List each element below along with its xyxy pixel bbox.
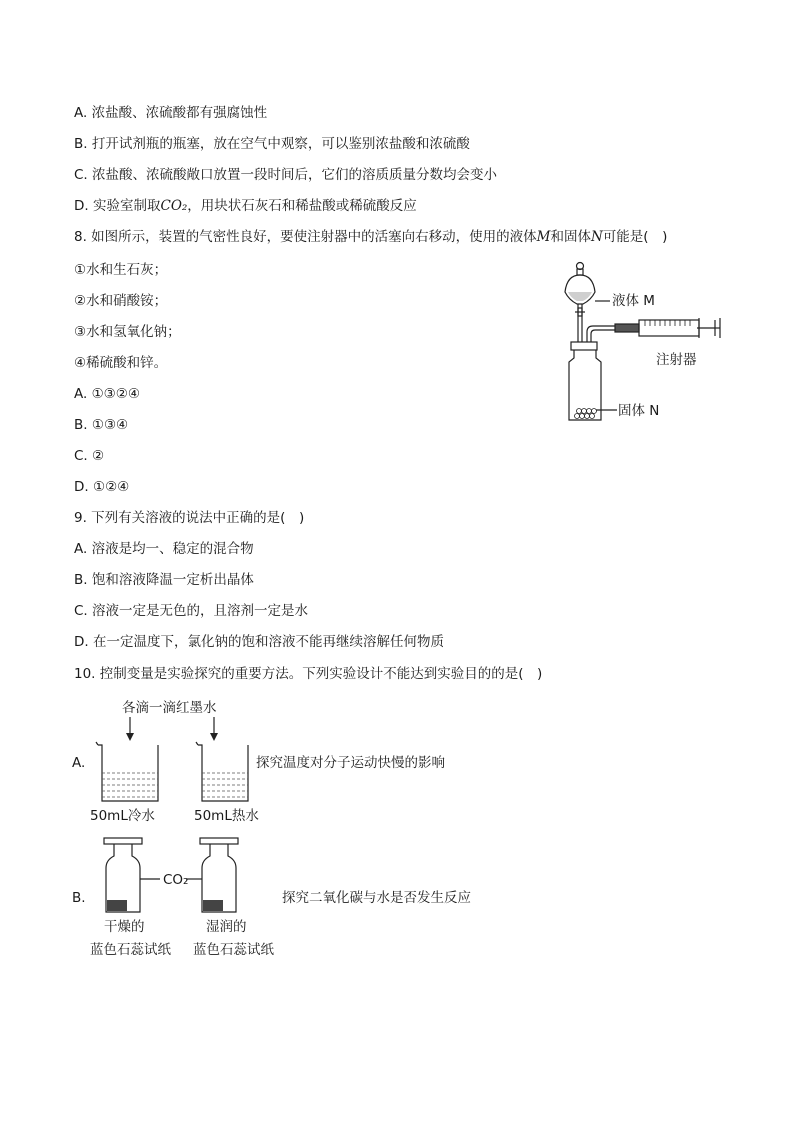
q8-label-syringe: 注射器 xyxy=(656,352,697,368)
q8-item-4: ④稀硫酸和锌。 xyxy=(74,355,168,371)
q8-stem-prefix: 8. 如图所示，装置的气密性良好，要使注射器中的活塞向右移动，使用的液体 xyxy=(74,229,537,245)
q8-var-m: M xyxy=(536,229,551,245)
q8-option-a: A. ①③②④ xyxy=(74,386,140,402)
q7-option-a: A. 浓盐酸、浓硫酸都有强腐蚀性 xyxy=(74,105,268,121)
q8-option-b: B. ①③④ xyxy=(74,417,129,433)
q8-item-3: ③水和氢氧化钠； xyxy=(74,324,181,340)
q10b-bottle2-line1: 湿润的 xyxy=(206,919,247,935)
q9-option-a: A. 溶液是均一、稳定的混合物 xyxy=(74,541,254,557)
q10b-bottle1-line2: 蓝色石蕊试纸 xyxy=(90,942,171,958)
q10b-gas-label: CO₂ xyxy=(163,872,189,888)
q10a-purpose: 探究温度对分子运动快慢的影响 xyxy=(256,755,445,771)
q8-stem-middle: 和固体 xyxy=(550,229,591,245)
q10b-purpose: 探究二氧化碳与水是否发生反应 xyxy=(282,890,471,906)
q9-option-c: C. 溶液一定是无色的，且溶剂一定是水 xyxy=(74,603,309,619)
q8-stem-suffix: 可能是( ) xyxy=(602,229,668,245)
q9-option-d: D. 在一定温度下，氯化钠的饱和溶液不能再继续溶解任何物质 xyxy=(74,634,444,650)
q8-item-2: ②水和硝酸铵； xyxy=(74,293,168,309)
q8-option-d: D. ①②④ xyxy=(74,479,130,495)
q8-label-solid: 固体 N xyxy=(618,403,660,419)
q10-stem: 10. 控制变量是实验探究的重要方法。下列实验设计不能达到实验目的的是( ) xyxy=(74,666,543,682)
q9-option-b: B. 饱和溶液降温一定析出晶体 xyxy=(74,572,254,588)
q8-item-1: ①水和生石灰； xyxy=(74,262,168,278)
q7-option-c: C. 浓盐酸、浓硫酸敞口放置一段时间后，它们的溶质质量分数均会变小 xyxy=(74,167,498,183)
q7-option-d-prefix: D. 实验室制取 xyxy=(74,198,161,214)
q10b-bottle1-line1: 干燥的 xyxy=(104,919,145,935)
q10b-bottle2-line2: 蓝色石蕊试纸 xyxy=(193,942,274,958)
q8-stem xyxy=(74,228,667,246)
q10a-beaker1-label: 50mL冷水 xyxy=(90,808,155,824)
q8-option-c: C. ② xyxy=(74,448,105,464)
q8-var-n: N xyxy=(591,229,603,245)
q10a-letter: A. xyxy=(72,755,86,771)
q9-stem: 9. 下列有关溶液的说法中正确的是( ) xyxy=(74,510,305,526)
q10b-letter: B. xyxy=(72,890,86,906)
q7-option-d xyxy=(74,197,417,215)
q10a-beakers-figure xyxy=(90,715,260,807)
q7-option-d-formula: CO₂ xyxy=(160,198,188,214)
q7-option-d-suffix: ，用块状石灰石和稀盐酸或稀硫酸反应 xyxy=(187,198,417,214)
q7-option-b: B. 打开试剂瓶的瓶塞，放在空气中观察，可以鉴别浓盐酸和浓硫酸 xyxy=(74,136,470,152)
q10a-beaker2-label: 50mL热水 xyxy=(194,808,259,824)
q10a-top-label: 各滴一滴红墨水 xyxy=(122,700,217,716)
q8-label-liquid: 液体 M xyxy=(612,293,655,309)
